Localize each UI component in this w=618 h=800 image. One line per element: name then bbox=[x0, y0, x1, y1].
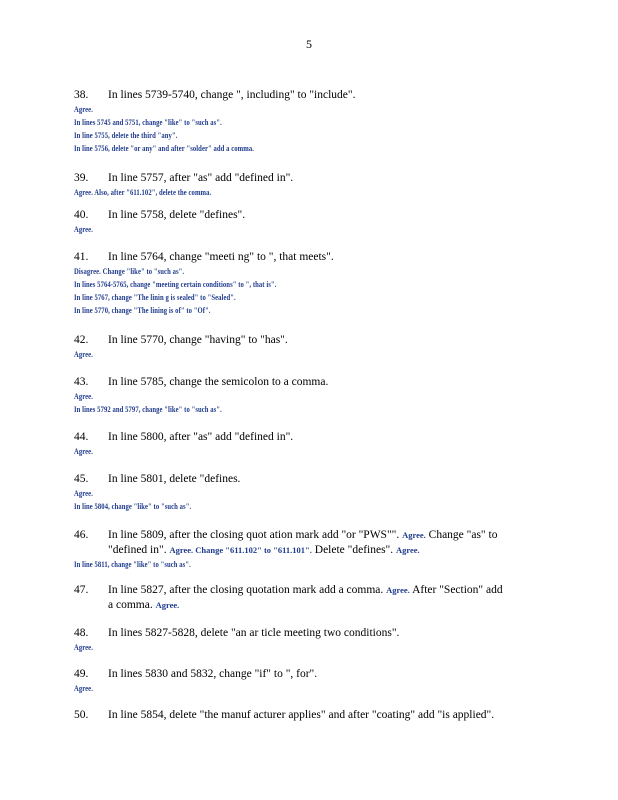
item-number: 42. bbox=[74, 334, 89, 346]
item-text: In lines 5827-5828, delete "an ar ticle meeting two conditions". bbox=[108, 627, 400, 639]
list-item bbox=[74, 430, 544, 458]
item-number: 44. bbox=[74, 431, 89, 443]
item-text: a comma. Agree. bbox=[108, 599, 180, 611]
list-item bbox=[74, 583, 544, 613]
list-item bbox=[74, 250, 544, 317]
list-item bbox=[74, 528, 544, 571]
item-number: 40. bbox=[74, 209, 89, 221]
response-text: Agree. bbox=[74, 391, 93, 401]
item-number: 38. bbox=[74, 89, 89, 101]
response-text: Agree. bbox=[74, 683, 93, 693]
item-text: In line 5770, change "having" to "has". bbox=[108, 334, 288, 346]
item-text: In line 5764, change "meeti ng" to ", that meets". bbox=[108, 251, 334, 263]
item-text: In line 5801, delete "defines. bbox=[108, 473, 241, 485]
list-item bbox=[74, 375, 544, 416]
list-item bbox=[74, 667, 544, 695]
item-text: In lines 5739-5740, change ", including" to "include". bbox=[108, 89, 356, 101]
response-text: Agree. bbox=[74, 642, 93, 652]
response-text: In lines 5792 and 5797, change "like" to "such as". bbox=[74, 404, 222, 414]
item-number: 39. bbox=[74, 172, 89, 184]
item-number: 45. bbox=[74, 473, 89, 485]
item-number: 46. bbox=[74, 529, 89, 541]
list-item bbox=[74, 708, 544, 723]
response-text: In line 5756, delete "or any" and after "solder" add a comma. bbox=[74, 143, 255, 153]
response-text: Agree. bbox=[74, 488, 93, 498]
item-number: 43. bbox=[74, 376, 89, 388]
item-text: In line 5757, after "as" add "defined in". bbox=[108, 172, 294, 184]
list-item bbox=[74, 333, 544, 361]
item-number: 49. bbox=[74, 668, 89, 680]
response-text: In line 5767, change "The linin g is sealed" to "Sealed". bbox=[74, 292, 236, 302]
list-item bbox=[74, 208, 544, 236]
list-item bbox=[74, 171, 544, 199]
item-number: 47. bbox=[74, 584, 89, 596]
response-text: In lines 5745 and 5751, change "like" to "such as". bbox=[74, 117, 222, 127]
item-text: In line 5827, after the closing quotation mark add a comma. Agree. After "Section" add bbox=[108, 584, 503, 596]
response-text: Agree. bbox=[74, 446, 93, 456]
response-text: Agree. bbox=[74, 224, 93, 234]
response-text: In lines 5764-5765, change "meeting certain conditions" to ", that is". bbox=[74, 279, 277, 289]
item-number: 41. bbox=[74, 251, 89, 263]
item-number: 48. bbox=[74, 627, 89, 639]
item-text: In lines 5830 and 5832, change "if" to ", for". bbox=[108, 668, 318, 680]
item-text: "defined in". Agree. Change "611.102" to "611.101". Delete "defines". Agree. bbox=[108, 544, 420, 556]
item-text: In line 5785, change the semicolon to a comma. bbox=[108, 376, 329, 388]
response-text: Agree. bbox=[74, 104, 93, 114]
response-text: In line 5755, delete the third "any". bbox=[74, 130, 178, 140]
response-text: Agree. Also, after "611.102", delete the comma. bbox=[74, 187, 212, 197]
item-text: In line 5854, delete "the manuf acturer applies" and after "coating" add "is applied". bbox=[108, 709, 495, 721]
response-text: In line 5804, change "like" to "such as". bbox=[74, 501, 192, 511]
list-item bbox=[74, 88, 544, 155]
item-text: In line 5758, delete "defines". bbox=[108, 209, 246, 221]
list-item bbox=[74, 626, 544, 654]
item-text: In line 5800, after "as" add "defined in". bbox=[108, 431, 294, 443]
response-text: In line 5811, change "like" to "such as". bbox=[74, 559, 191, 569]
response-text: Disagree. Change "like" to "such as". bbox=[74, 266, 185, 276]
item-number: 50. bbox=[74, 709, 89, 721]
response-text: Agree. bbox=[74, 349, 93, 359]
list-item bbox=[74, 472, 544, 513]
page-number: 5 bbox=[306, 37, 312, 51]
response-text: In line 5770, change "The lining is of" to "Of". bbox=[74, 305, 211, 315]
item-text: In line 5809, after the closing quot ation mark add "or "PWS"". Agree. Change "as" to bbox=[108, 529, 498, 541]
